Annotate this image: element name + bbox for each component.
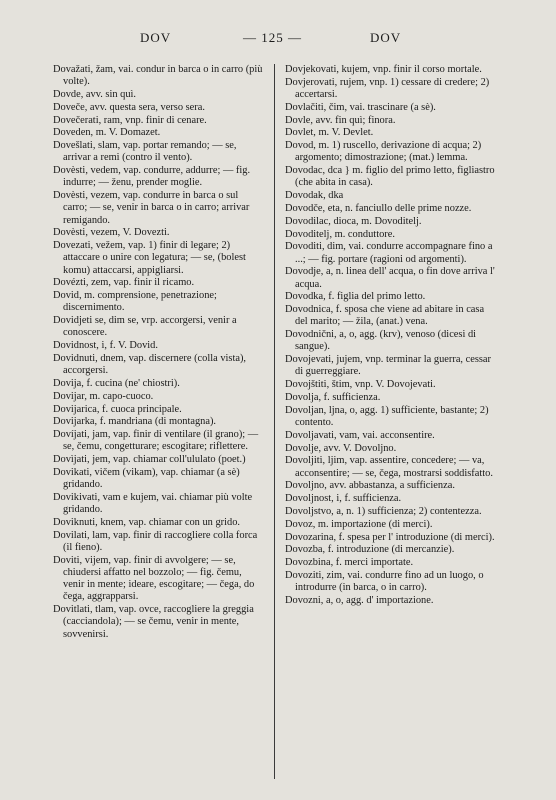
dictionary-entry: Dovodka, f. figlia del primo letto.	[285, 291, 426, 303]
dictionary-entry: Dovézti, zem, vap. finir il ricamo.	[53, 277, 195, 289]
dictionary-entry: Dovojevati, jujem, vnp. terminar la guerra, cessar di guerreggiare.	[285, 354, 492, 378]
dictionary-entry: Dovoditelj, m. conduttore.	[285, 228, 395, 240]
dictionary-entry: Dovèsti, vezem, vap. condurre in barca o sul carro; — se, venir in barca o in carro; arrivar remigando.	[53, 190, 250, 226]
dictionary-entry: Dovolja, f. sufficienza.	[285, 391, 381, 403]
dictionary-entry: Dovoljno, avv. abbastanza, a sufficienza.	[285, 480, 455, 492]
dictionary-entry: Dovoljstvo, a, n. 1) sufficienza; 2) contentezza.	[285, 505, 482, 517]
dictionary-entry: Dovìjati, jem, vap. chiamar coll'ululato (poet.)	[53, 454, 246, 466]
dictionary-entry: Doveče, avv. questa sera, verso sera.	[53, 101, 205, 113]
page-number: — 125 —	[243, 30, 302, 45]
dictionary-entry: Dovilati, lam, vap. finir di raccogliere colla forca (il fieno).	[53, 529, 258, 553]
dictionary-entry: Dovikati, vičem (vikam), vap. chiamar (a sè) gridando.	[53, 466, 240, 491]
dictionary-entry: Dovjekovati, kujem, vnp. finir il corso mortale.	[285, 64, 482, 75]
dictionary-entry: Dovidjeti se, dim se, vrp. accorgersi, venir a conoscere.	[53, 315, 237, 339]
dictionary-entry: Dovijarka, f. mandriana (di montagna).	[53, 416, 217, 428]
page-header	[0, 30, 556, 46]
dictionary-entry: Dovoziti, zim, vai. condurre fino ad un luogo, o introdurre (in barca, o in carro).	[285, 569, 484, 594]
header-right-guideword: DOV	[370, 30, 402, 45]
dictionary-entry: Dovidnuti, dnem, vap. discernere (colla vista), accorgersi.	[53, 352, 247, 377]
dictionary-entry: Dovijarica, f. cuoca principale.	[53, 403, 182, 415]
column-divider	[274, 64, 275, 779]
dictionary-entry: Dovlet, m. V. Devlet.	[285, 127, 374, 139]
dictionary-entry: Dovidnost, i, f. V. Dovid.	[53, 340, 158, 352]
dictionary-entry: Dovozbina, f. merci importate.	[285, 557, 414, 569]
dictionary-entry: Dovozba, f. introduzione (di mercanzie).	[285, 544, 455, 556]
header-left-guideword: DOV	[140, 30, 172, 45]
dictionary-entry: Dovoditi, dim, vai. condurre accompagnare fino a ...; — fig. portare (ragioni od argomenti).	[285, 241, 493, 265]
dictionary-entry: Doviti, vijem, vap. finir di avvolgere; — se, chiudersi affatto nel bozzolo; — fig. čemu, venir in mente; ideare, escogitare; — čega, do čega, aggrapparsi.	[53, 554, 255, 603]
dictionary-entry: Dovodak, dka	[285, 190, 344, 202]
dictionary-entry: Dovozni, a, o, agg. d' importazione.	[285, 594, 434, 606]
dictionary-entry: Dovozarina, f. spesa per l' introduzione (di merci).	[285, 531, 495, 543]
dictionary-entry: Dovodac, dca } m. figlio del primo letto, figliastro (che abita in casa).	[285, 165, 495, 189]
dictionary-entry: Dovjerovati, rujem, vnp. 1) cessare di credere; 2) accertarsi.	[285, 76, 490, 100]
dictionary-entry: Dovod, m. 1) ruscello, derivazione di acqua; 2) argomento; dimostrazione; (mat.) lemma.	[285, 140, 482, 164]
dictionary-entry: Dovoljiti, ljim, vap. assentire, concedere; — va, acconsentire; — se, čega, mostrarsi soddisfatto.	[285, 455, 493, 479]
dictionary-entry: Dovid, m. comprensione, penetrazione; discernimento.	[53, 290, 217, 314]
left-column	[53, 64, 263, 641]
dictionary-entry: Doveden, m. V. Domazet.	[53, 127, 161, 139]
dictionary-entry: Dovojštiti, štim, vnp. V. Dovojevati.	[285, 379, 436, 391]
dictionary-entry: Dovoz, m. importazione (di merci).	[285, 518, 433, 530]
dictionary-entry: Dovodnica, f. sposa che viene ad abitare in casa del marito; — žila, (anat.) vena.	[285, 304, 485, 328]
dictionary-entry: Dovle, avv. fin quì; finora.	[285, 114, 396, 126]
dictionary-entry: Dovoljnost, i, f. sufficienza.	[285, 493, 402, 505]
dictionary-entry: Dovoljan, ljna, o, agg. 1) sufficiente, bastante; 2) contento.	[285, 404, 489, 428]
dictionary-entry: Dovikivati, vam e kujem, vai. chiamar più volte gridando.	[53, 491, 253, 516]
dictionary-entry: Dovija, f. cucina (ne' chiostri).	[53, 377, 180, 389]
dictionary-entry: Dovodče, eta, n. fanciullo delle prime nozze.	[285, 202, 472, 214]
dictionary-entry: Dovešlati, slam, vap. portar remando; — se, arrivar a remi (contro il vento).	[53, 140, 237, 164]
dictionary-entry: Dovoljavati, vam, vai. acconsentire.	[285, 429, 435, 441]
dictionary-entry: Dovažati, žam, vai. condur in barca o in carro (più volte).	[53, 64, 263, 88]
dictionary-entry: Dovlačiti, čim, vai. trascinare (a sè).	[285, 101, 436, 113]
dictionary-entry: Dovodje, a, n. linea dell' acqua, o fin dove arriva l' acqua.	[285, 266, 495, 290]
dictionary-entry: Dovitlati, tlam, vap. ovce, raccogliere la greggia (cacciandola); — se čemu, venir in mente, sovvenirsi.	[53, 604, 254, 640]
dictionary-entry: Dovèsti, vedem, vap. condurre, addurre; — fig. indurre; — ženu, prender moglie.	[53, 165, 251, 189]
dictionary-entry: Doviknuti, knem, vap. chiamar con un grido.	[53, 516, 240, 528]
dictionary-entry: Dovodilac, dioca, m. Dovoditelj.	[285, 215, 422, 227]
dictionary-entry: Dovezati, vežem, vap. 1) finir di legare; 2) attaccare o unire con legatura; — se, (bolest komu) attaccarsi, appigliarsi.	[53, 240, 246, 276]
dictionary-entry: Dovde, avv. sin quì.	[53, 89, 137, 100]
dictionary-entry: Dovíjati, jam, vap. finir di ventilare (il grano); — se, čemu, congetturare; escogitare; riflettere.	[53, 429, 259, 453]
dictionary-entry: Dovečerati, ram, vnp. finir di cenare.	[53, 114, 207, 126]
dictionary-entry: Dovèsti, vezem, V. Dovezti.	[53, 227, 170, 239]
dictionary-entry: Dovolje, avv. V. Dovoljno.	[285, 442, 397, 454]
dictionary-entry: Dovodnični, a, o, agg. (krv), venoso (dicesi di sangue).	[285, 329, 477, 353]
dictionary-entry: Dovijar, m. capo-cuoco.	[53, 390, 154, 402]
right-column	[285, 64, 496, 608]
